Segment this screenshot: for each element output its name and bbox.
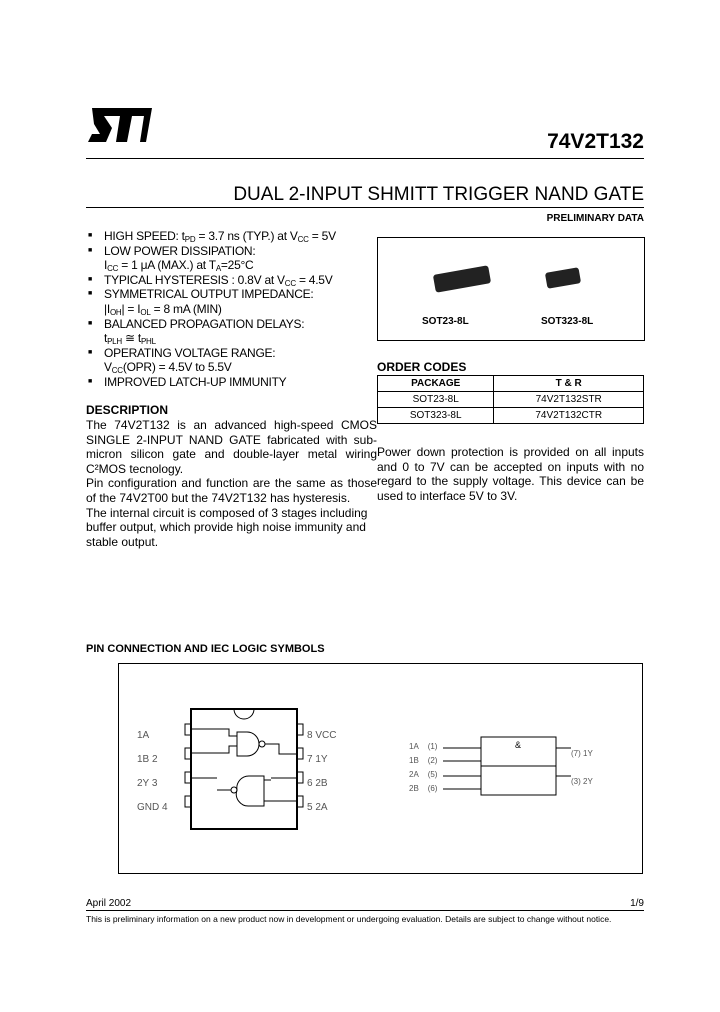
pin-label: 2Y 3 <box>137 778 158 789</box>
power-down-text: Power down protection is provided on all inputs and 0 to 7V can be accepted on inputs with no regard to the supply voltage. This device can be used to interface 5V to 3V. <box>377 445 644 503</box>
pin-diagram-frame <box>118 663 643 874</box>
part-number: 74V2T132 <box>547 130 644 153</box>
column-header: PACKAGE <box>378 376 494 392</box>
cell: SOT23-8L <box>378 392 494 408</box>
bullet-icon: ■ <box>88 348 92 356</box>
iec-input <box>409 754 437 768</box>
description-heading: DESCRIPTION <box>86 403 169 417</box>
feature-item: ■ IMPROVED LATCH-UP IMMUNITY <box>88 374 287 389</box>
pin-label: 1B 2 <box>137 754 158 765</box>
iec-input <box>409 768 437 782</box>
pin-label: 5 2A <box>307 802 328 813</box>
bullet-icon: ■ <box>88 377 92 385</box>
divider <box>86 158 644 159</box>
bullet-icon: ■ <box>88 290 92 298</box>
iec-input-label: 2A <box>409 770 419 779</box>
package-label: SOT23-8L <box>422 316 469 327</box>
iec-input <box>409 782 437 796</box>
order-codes-table <box>377 375 644 424</box>
feature-item: ■ SYMMETRICAL OUTPUT IMPEDANCE: $|I_{OH}| = I_{OL} = 8$ mA (MIN) <box>88 287 314 317</box>
and-symbol: & <box>515 740 522 750</box>
description-text: Pin configuration and function are the same as those of the 74V2T00 but the 74V2T132 has hysteresis. <box>86 476 377 505</box>
cell: SOT323-8L <box>378 408 494 424</box>
pin-label: 1A <box>137 730 150 741</box>
pin-label: 7 1Y <box>307 754 328 765</box>
cell: 74V2T132CTR <box>494 408 644 424</box>
footer-date: April 2002 <box>86 898 132 909</box>
package-images <box>377 237 645 341</box>
iec-input-label: 1A <box>409 742 419 751</box>
sot323-chip-image <box>545 267 581 289</box>
st-logo <box>86 104 156 150</box>
sot23-chip-image <box>433 265 491 292</box>
footer-page: 1/9 <box>630 898 644 909</box>
description-text: The 74V2T132 is an advanced high-speed CMOS SINGLE 2-INPUT NAND GATE fabricated with sub-micron silicon gate and double-layer metal wiring C²MOS tecnology. <box>86 418 377 476</box>
footer-notice: This is preliminary information on a new product now in development or undergoing evaluation. Details are subject to change without notice. <box>86 914 612 924</box>
column-header: T & R <box>494 376 644 392</box>
iec-input-label: 2B <box>409 784 419 793</box>
iec-output: (7) 1Y <box>571 749 593 758</box>
cell: 74V2T132STR <box>494 392 644 408</box>
pin-section-heading: PIN CONNECTION AND IEC LOGIC SYMBOLS <box>86 643 325 655</box>
bullet-icon: ■ <box>88 275 92 283</box>
table-row <box>378 392 644 408</box>
feature-item: ■ OPERATING VOLTAGE RANGE: $V_{CC}(OPR) = 4.5V$ to 5.5V <box>88 345 276 376</box>
preliminary-label: PRELIMINARY DATA <box>546 213 644 224</box>
divider <box>86 207 644 208</box>
feature-list <box>88 229 373 390</box>
iec-input-label: 1B <box>409 756 419 765</box>
feature-item: ■ BALANCED PROPAGATION DELAYS: $t_{PLH}$ ≅ $t_{PHL}$ <box>88 316 305 347</box>
order-codes-heading: ORDER CODES <box>377 360 467 374</box>
iec-logic-symbol <box>119 664 642 873</box>
feature-item: ■ HIGH SPEED: $t_{PD} = 3.7$ ns (TYP.) at $V_{CC} = 5V$ <box>88 229 336 244</box>
iec-pin-number: (2) <box>427 756 438 765</box>
iec-input <box>409 740 437 754</box>
iec-pin-number: (1) <box>427 742 438 751</box>
feature-item: ■ LOW POWER DISSIPATION: $I_{CC} = 1$ μA (MAX.) at $T_A=25^\circ C$ <box>88 243 256 274</box>
iec-pin-number: (5) <box>427 770 438 779</box>
bullet-icon: ■ <box>88 246 92 254</box>
bullet-icon: ■ <box>88 232 92 239</box>
pin-label: 6 2B <box>307 778 328 789</box>
document-title: DUAL 2-INPUT SHMITT TRIGGER NAND GATE <box>233 184 644 205</box>
iec-pin-number: (6) <box>427 784 438 793</box>
feature-item: ■ TYPICAL HYSTERESIS : 0.8V at $V_{CC} = 4.5V$ <box>88 272 333 288</box>
description-text: The internal circuit is composed of 3 stages including buffer output, which provide high noise immunity and stable output. <box>86 505 368 549</box>
package-label: SOT323-8L <box>541 316 594 327</box>
divider <box>86 910 644 911</box>
table-row <box>378 408 644 424</box>
bullet-icon: ■ <box>88 319 92 327</box>
pin-label: 8 VCC <box>307 730 337 741</box>
iec-output: (3) 2Y <box>571 777 593 786</box>
pin-label: GND 4 <box>137 802 168 813</box>
